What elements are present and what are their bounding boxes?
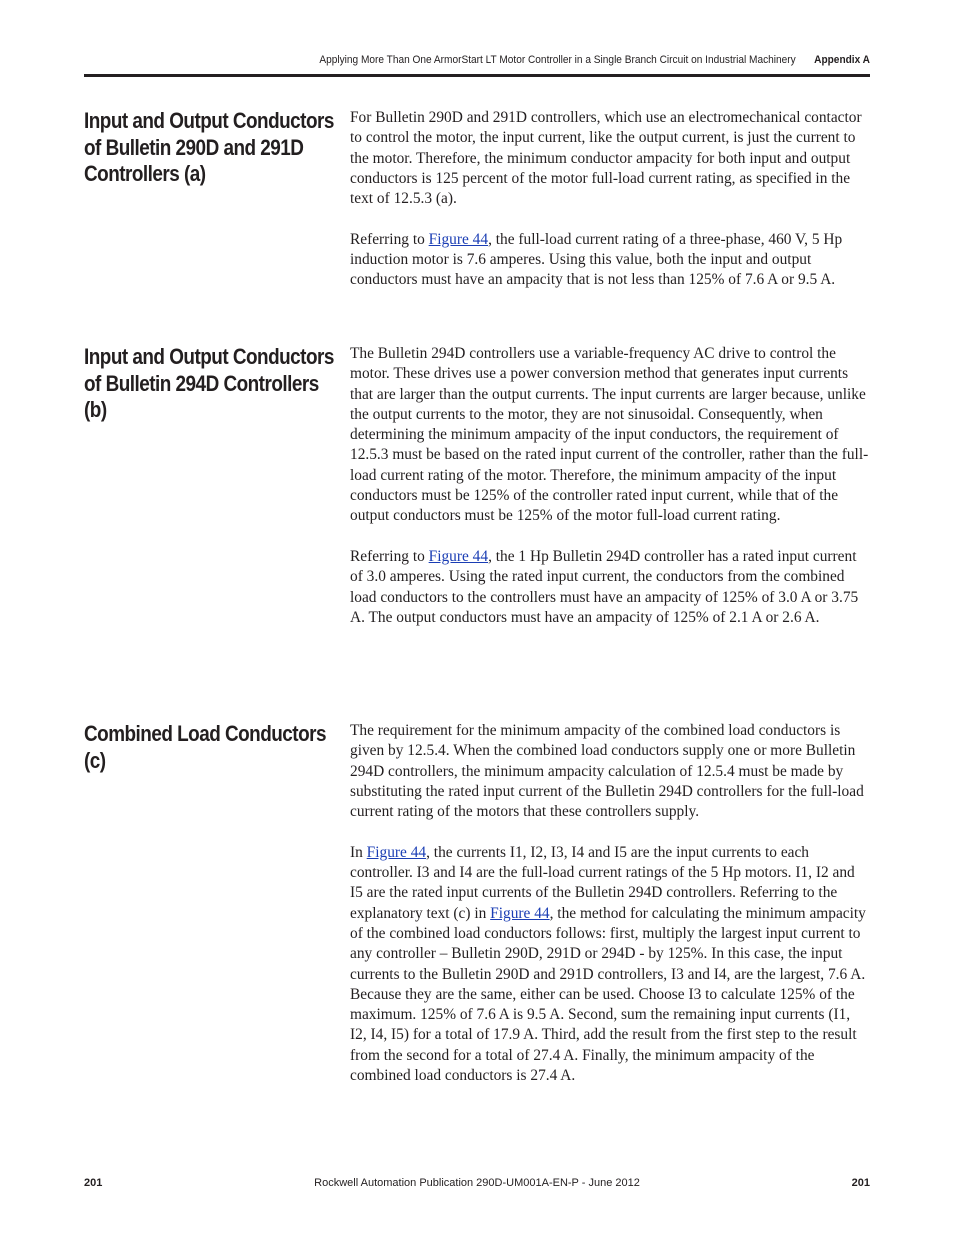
page-number-left: 201 [84, 1177, 103, 1189]
chapter-title: Applying More Than One ArmorStart LT Motor Controller in a Single Branch Circuit on Industrial Machinery [319, 54, 796, 66]
figure-44-link[interactable]: Figure 44 [428, 230, 489, 248]
figure-44-link[interactable]: Figure 44 [428, 547, 489, 565]
appendix-label: Appendix A [814, 54, 870, 66]
section-heading: Input and Output Conductors of Bulletin 294D Controllers (b) [84, 344, 334, 422]
running-header [147, 50, 870, 70]
paragraph: Referring to Figure 44, the 1 Hp Bulletin 294D controller has a rated input current of 3.0 amperes. Using the rated input current, the conductors from the combined load conductors to the controllers must have an ampacity of 125% of 3.0 A or 3.75 A. The output conductors must have an ampacity of 125% of 2.1 A or 2.6 A. [350, 547, 859, 626]
publication-info: Rockwell Automation Publication 290D-UM001A-EN-P - June 2012 [314, 1177, 640, 1189]
figure-44-link[interactable]: Figure 44 [490, 904, 550, 922]
section-body [350, 721, 870, 1107]
paragraph: For Bulletin 290D and 291D controllers, which use an electromechanical contactor to control the motor, the input current, like the output current, is just the current to the motor. Therefore, the minimum conductor ampacity for both input and output conductors is 125 percent of the motor full-load current rating, as specified in the text of 12.5.3 (a). [350, 109, 862, 208]
paragraph: In Figure 44, the currents I1, I2, I3, I4 and I5 are the input currents to each controller. I3 and I4 are the full-load current ratings of the 5 Hp motors. I1, I2 and I5 are the rated input currents of the Bulletin 294D controllers. Referring to the explanatory text (c) in Figure 44, the method for calculating the minimum ampacity of the combined load conductors follows: first, multiply the largest input current to any controller – Bulletin 290D, 291D or 294D - by 125%. In this case, the input currents to the Bulletin 290D and 291D controllers, I3 and I4, are the largest, 7.6 A. Because they are the same, either can be used. Choose I3 to calculate 125% of the maximum. 125% of 7.6 A is 9.5 A. Second, sum the remaining input currents (I1, I2, I4, I5) for a total of 17.9 A. Third, add the result from the first step to the result from the second for a total of 27.4 A. Finally, the minimum ampacity of the combined load conductors is 27.4 A. [350, 843, 866, 1085]
paragraph: The Bulletin 294D controllers use a variable-frequency AC drive to control the motor. These drives use a power conversion method that generates input currents that are larger than the output currents. The input currents are larger because, unlike the output currents to the motor, they are not sinusoidal. Consequently, when determining the minimum ampacity of the input conductors, the requirement of 12.5.3 must be based on the rated input current of the controller, rather than the full-load current rating of the motor. Therefore, the minimum ampacity of the input conductors must be 125% of the controller rated input current, while that of the output conductors must be 125% of the motor full-load current rating. [350, 345, 869, 525]
paragraph: The requirement for the minimum ampacity of the combined load conductors is given by 12.5.4. When the combined load conductors supply one or more Bulletin 294D controllers, the minimum ampacity calculation of 12.5.4 must be made by substituting the rated input current of the Bulletin 294D controllers for the full-load current rating of the motors that these controllers supply. [350, 722, 864, 821]
page-footer [84, 1174, 870, 1192]
section-heading: Input and Output Conductors of Bulletin 290D and 291D Controllers (a) [84, 108, 334, 186]
header-rule [84, 74, 870, 77]
paragraph: Referring to Figure 44, the full-load current rating of a three-phase, 460 V, 5 Hp induction motor is 7.6 amperes. Using this value, both the input and output conductors must have an ampacity that is not less than 125% of 7.6 A or 9.5 A. [350, 230, 843, 289]
figure-44-link[interactable]: Figure 44 [366, 843, 427, 861]
section-body [350, 108, 870, 311]
section-heading: Combined Load Conductors (c) [84, 721, 326, 773]
page-number-right: 201 [851, 1177, 870, 1189]
section-body [350, 344, 870, 648]
